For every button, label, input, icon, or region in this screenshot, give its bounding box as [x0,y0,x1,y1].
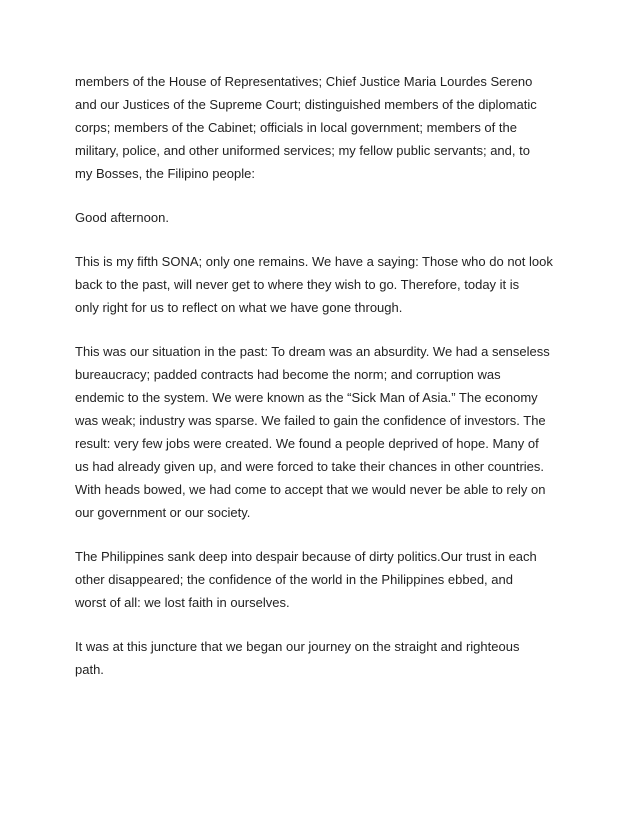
paragraph-fifth-sona [75,250,575,319]
text-line: us had already given up, and were forced to take their chances in other countries. [75,459,545,474]
text-line: path. [75,662,104,677]
text-line: only right for us to reflect on what we have gone through. [75,300,403,315]
text-line: With heads bowed, we had come to accept that we would never be able to rely on [75,482,546,497]
text-line: worst of all: we lost faith in ourselves. [75,595,290,610]
text-line: It was at this juncture that we began our journey on the straight and righteous [75,639,520,654]
paragraph-salutation [75,70,575,185]
text-line: Good afternoon. [75,210,169,225]
text-line: The Philippines sank deep into despair because of dirty politics.Our trust in each [75,549,537,564]
text-line: bureaucracy; padded contracts had become the norm; and corruption was [75,367,501,382]
text-line: was weak; industry was sparse. We failed to gain the confidence of investors. The [75,413,546,428]
text-line: my Bosses, the Filipino people: [75,166,255,181]
text-line: our government or our society. [75,505,251,520]
paragraph-journey [75,635,575,681]
text-line: back to the past, will never get to where they wish to go. Therefore, today it is [75,277,520,292]
text-line: corps; members of the Cabinet; officials in local government; members of the [75,120,517,135]
paragraph-past-situation [75,340,575,524]
text-line: This is my fifth SONA; only one remains. We have a saying: Those who do not look [75,254,553,269]
paragraph-greeting [75,206,575,229]
text-line: This was our situation in the past: To dream was an absurdity. We had a senseless [75,344,550,359]
text-line: result: very few jobs were created. We found a people deprived of hope. Many of [75,436,539,451]
text-line: and our Justices of the Supreme Court; distinguished members of the diplomatic [75,97,537,112]
paragraph-despair [75,545,575,614]
text-line: members of the House of Representatives; Chief Justice Maria Lourdes Sereno [75,74,533,89]
text-line: military, police, and other uniformed services; my fellow public servants; and, to [75,143,530,158]
text-line: endemic to the system. We were known as the “Sick Man of Asia.” The economy [75,390,538,405]
text-line: other disappeared; the confidence of the world in the Philippines ebbed, and [75,572,513,587]
document-body [75,70,575,702]
